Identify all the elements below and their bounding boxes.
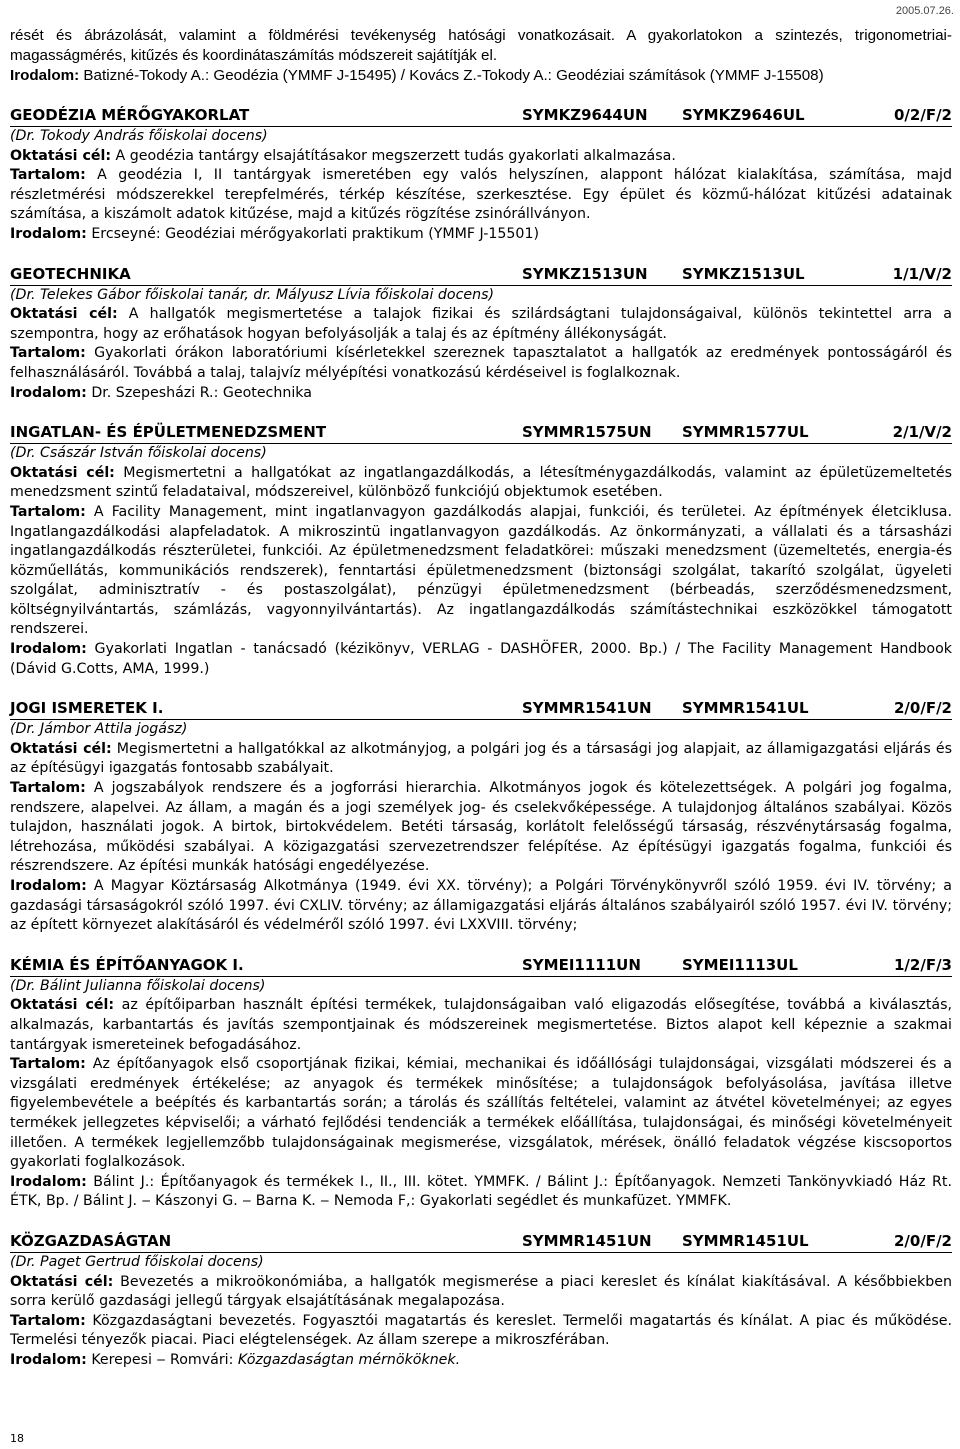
course-credits: 1/2/F/3 [894, 955, 952, 974]
course-content [10, 503, 952, 640]
course-code-lecture: SYMKZ1513UN [522, 264, 648, 283]
goal-text: Megismertetni a hallgatókkal az alkotmányjog, a polgári jog és a társasági jog alapjait, az államigazgatási eljárás és az építésügyi igazgatás fontosabb szabályait. [10, 740, 952, 777]
literature-label: Irodalom: [10, 1351, 87, 1368]
course-goal [10, 1273, 952, 1312]
course-lecturer: (Dr. Császár István főiskolai docens) [10, 445, 267, 462]
content-label: Tartalom: [10, 167, 86, 184]
course-header [10, 104, 952, 127]
course-goal [10, 996, 952, 1055]
content-label: Tartalom: [10, 345, 86, 362]
content-label: Tartalom: [10, 1312, 86, 1329]
intro-literature-label: Irodalom: [10, 67, 80, 84]
intro-literature-text: Batizné-Tokody A.: Geodézia (YMMF J-15495) / Kovács Z.-Tokody A.: Geodéziai számítások (YMMF J-15508) [79, 67, 824, 84]
course-header [10, 421, 952, 444]
course-code-practice: SYMMR1451UL [682, 1231, 809, 1250]
goal-text: A hallgatók megismertetése a talajok fizikai és szilárdságtani tulajdonságaival, különös tekintettel arra a szempontra, hogy az erőhatások hogyan befolyásolják a talaj és az építmény állékonyságát. [10, 306, 952, 342]
goal-label: Oktatási cél: [10, 306, 118, 323]
course-jogi-ismeretek [10, 697, 952, 936]
course-credits: 0/2/F/2 [894, 106, 952, 124]
course-literature [10, 877, 952, 936]
course-goal [10, 740, 952, 779]
goal-label: Oktatási cél: [10, 740, 112, 757]
literature-label: Irodalom: [10, 225, 87, 242]
content-text: A jogszabályok rendszere és a jogforrási hierarchia. Alkotmányos jogok és kötelezettségek. A polgári jog fogalma, rendszere, alapelvei. Az állam, a magán és a jogi személyek jog- és cselekvőképessége. A tulajdonjog általános szabályai. Közös tulajdon, használati jogok. A birtok, birtokvédelem. Betéti társaság, korlátolt felelősségű társaság, részvénytársaság fogalma, létrehozása, működési szabályai. A közigazgatási szervezetrendszer felépítése. Az építésügyi igazgatás fogalma, funkciói és részrendszere. Az építési munkák hatósági engedélyezése. [10, 780, 952, 875]
course-code-practice: SYMEI1113UL [682, 955, 798, 974]
course-lecturer: (Dr. Jámbor Attila jogász) [10, 721, 188, 738]
document-body [10, 26, 952, 1370]
content-text: Az építőanyagok első csoportjának fizikai, kémiai, mechanikai és időállósági tulajdonságai, vizsgálati módszerei és a vizsgálati eredmények értékelése; az anyagok és termékek minősítése; a tulajdonságok befolyásolása, javítása illetve figyelembevétele a beépítés és karbantartás során; a tárolás és szállítás feltételei, valamint az átvétel követelményei; az egyes termékek jellegzetes képviselői; a várható fejlődési tendenciák a termékek előállítása, tulajdonságai, és minőségi követelményeit illetően. A termékek legjellemzőbb tulajdonságainak megismerése, vizsgálatok, mérések, önálló feladatok végzése kiscsoportos gyakorlati foglalkozások. [10, 1056, 952, 1171]
goal-text: az építőiparban használt építési termékek, tulajdonságaiban való eligazodás elősegítése, továbbá a kiválasztás, alkalmazás, karbantartás és javítás szempontjainak és módszereinek megismertetése. Biztos alapot kell képeznie a szakmai tantárgyak ismereteinek befogadásához. [10, 997, 952, 1053]
course-literature [10, 640, 952, 679]
course-code-practice: SYMKZ1513UL [682, 264, 805, 283]
course-geotechnika [10, 263, 952, 404]
course-code-practice: SYMMR1577UL [682, 423, 809, 442]
literature-text: Kerepesi ‒ Romvári: [86, 1351, 238, 1368]
content-text: A Facility Management, mint ingatlanvagyon gazdálkodás alapjai, funkciói, és területei. Az építmények életciklusa. Ingatlangazdálkodási alapfeladatok. A mikroszintü ingatlanvagyon gazdálkodás. Az önkormányzati, a vállalati és a társasházi ingatlangazdálkodás részterületei, funkciói. Az épületmenedzsment feladatkörei: műszaki menedzsment (üzemeltetés, energia-és közműellátás, kommunikációs rendszerek), fenntartási épületmenedzsment (biztonsági szolgálat, takarító szolgálat, ügyeleti szolgálat, adminisztratív - és postaszolgálat), pénzügyi épületmenedzsment (bérbeadás, szerződésmenedzsment, költségnyilvántartás, számlázás, vagyonnyilvántartás). Az ingatlangazdálkodás számítástechnikai eszközökkel támogatott rendszerei. [10, 503, 952, 638]
literature-text: Ercseyné: Geodéziai mérőgyakorlati praktikum (YMMF J-15501) [86, 225, 540, 242]
course-header [10, 954, 952, 977]
course-goal [10, 147, 952, 167]
course-code-lecture: SYMMR1575UN [522, 423, 652, 442]
goal-label: Oktatási cél: [10, 147, 112, 164]
course-content [10, 344, 952, 383]
content-text: A geodézia I, II tantárgyak ismeretében egy valós helyszínen, alappont hálózat kialakítása, számítása, majd részletmérési módszerekkel terepfelmérés, térkép készítése, szerkesztése. Egy épület és közmű-hálózat kitűzési adatainak számítása, a kiszámolt adatok kitűzése, majd a kitűzés rögzítése zsinórállványon. [10, 167, 952, 223]
literature-label: Irodalom: [10, 384, 87, 401]
literature-label: Irodalom: [10, 1173, 87, 1190]
course-content [10, 1055, 952, 1173]
literature-text: Gyakorlati Ingatlan - tanácsadó (kézikönyv, VERLAG - DASHÖFER, 2000. Bp.) / The Facility Management Handbook (Dávid G.Cotts, AMA, 1999.) [10, 641, 952, 677]
course-literature [10, 225, 952, 245]
course-title: KÖZGAZDASÁGTAN [10, 1231, 172, 1250]
goal-label: Oktatási cél: [10, 464, 115, 481]
goal-label: Oktatási cél: [10, 1273, 114, 1290]
literature-text: A Magyar Köztársaság Alkotmánya (1949. évi XX. törvény); a Polgári Törvénykönyvről szóló 1959. évi IV. törvény; a gazdasági társaságokról szóló 1997. évi CXLIV. törvény; az államigazgatási eljárás általános szabályairól szóló 1957. évi IV. törvény; az épített környezet alakításáról és védelméről szóló 1997. évi LXXVIII. törvény; [10, 878, 952, 934]
course-title: GEODÉZIA MÉRŐGYAKORLAT [10, 106, 250, 124]
goal-text: Megismertetni a hallgatókat az ingatlangazdálkodás, a létesítménygazdálkodás, valamint az épületüzemeltetés menedzsment szintű feladataival, módszereivel, különböző funkciójú objektumok esetében. [10, 464, 952, 501]
intro-section [10, 26, 952, 86]
course-literature [10, 384, 952, 404]
course-credits: 2/0/F/2 [894, 699, 952, 718]
literature-text: Dr. Szepesházi R.: Geotechnika [86, 384, 312, 401]
course-literature [10, 1173, 952, 1212]
course-credits: 2/1/V/2 [892, 423, 952, 442]
course-lecturer: (Dr. Tokody András főiskolai docens) [10, 128, 268, 144]
literature-text: Bálint J.: Építőanyagok és termékek I., II., III. kötet. YMMFK. / Bálint J.: Építőanyagok. Nemzeti Tankönyvkiadó Ház Rt. ÉTK, Bp. / Bálint J. ‒ Kászonyi G. ‒ Barna K. ‒ Nemoda F,: Gyakorlati segédlet és munkafüzet. YMMFK. [10, 1173, 952, 1210]
course-code-practice: SYMKZ9646UL [682, 106, 805, 124]
course-ingatlan-epuletmenedzsment [10, 421, 952, 679]
goal-text: Bevezetés a mikroökonómiába, a hallgatók megismerése a piaci kereslet és kínálat kiakításával. A későbbiekben sorra kerülő gazdasági jellegű tárgyak elsajátításának megalapozása. [10, 1273, 952, 1310]
course-title: KÉMIA ÉS ÉPÍTŐANYAGOK I. [10, 955, 244, 974]
course-lecturer: (Dr. Paget Gertrud főiskolai docens) [10, 1253, 264, 1270]
course-lecturer: (Dr. Bálint Julianna főiskolai docens) [10, 977, 266, 994]
goal-text: A geodézia tantárgy elsajátításakor megszerzett tudás gyakorlati alkalmazása. [111, 147, 676, 164]
course-header [10, 1230, 952, 1253]
course-kemia-epitoanyagok [10, 954, 952, 1212]
course-credits: 1/1/V/2 [892, 264, 952, 283]
course-credits: 2/0/F/2 [894, 1231, 952, 1250]
course-code-practice: SYMMR1541UL [682, 699, 809, 718]
course-content [10, 1312, 952, 1351]
goal-label: Oktatási cél: [10, 997, 115, 1014]
course-title: INGATLAN- ÉS ÉPÜLETMENEDZSMENT [10, 423, 327, 442]
course-header [10, 697, 952, 720]
course-title: GEOTECHNIKA [10, 264, 131, 283]
course-code-lecture: SYMMR1451UN [522, 1231, 652, 1250]
content-label: Tartalom: [10, 503, 86, 520]
course-code-lecture: SYMMR1541UN [522, 699, 652, 718]
page-date: 2005.07.26. [895, 5, 954, 17]
literature-book-title: Közgazdaságtan mérnököknek. [237, 1351, 461, 1368]
content-text: Közgazdaságtani bevezetés. Fogyasztói magatartás és kereslet. Termelői magatartás és kínálat. A piac és működése. Termelési tényezők piacai. Piaci elégtelenségek. Az állam szerepe a mikroszférában. [10, 1312, 952, 1349]
course-goal [10, 305, 952, 344]
page-number: 18 [10, 1432, 24, 1445]
course-code-lecture: SYMEI1111UN [522, 955, 641, 974]
content-label: Tartalom: [10, 1056, 86, 1073]
content-label: Tartalom: [10, 780, 86, 797]
literature-label: Irodalom: [10, 878, 87, 894]
course-literature [10, 1351, 952, 1371]
course-lecturer: (Dr. Telekes Gábor főiskolai tanár, dr. Mályusz Lívia főiskolai docens) [10, 286, 495, 303]
course-title: JOGI ISMERETEK I. [10, 699, 164, 718]
course-content [10, 779, 952, 877]
course-goal [10, 464, 952, 503]
intro-literature [10, 66, 952, 86]
literature-label: Irodalom: [10, 641, 87, 658]
intro-text: rését és ábrázolását, valamint a földmérési tevékenység hatósági vonatkozásait. A gyakorlatokon a szintezés, trigonometriai-magasságmérés, kitűzés és koordinátaszámítás módszereit sajátítják el. [10, 27, 952, 64]
course-content [10, 166, 952, 225]
content-text: Gyakorlati órákon laboratóriumi kísérletekkel szereznek tapasztalatot a hallgatók az eredmények pontosságáról és felhasználásáról. Továbbá a talaj, talajvíz mélyépítési vonatkozású kérdéseivel is foglalkoznak. [10, 345, 952, 381]
course-code-lecture: SYMKZ9644UN [522, 106, 648, 124]
course-header [10, 263, 952, 286]
course-geodezia-merogyakorlat [10, 104, 952, 245]
course-kozgazdasagtan [10, 1230, 952, 1371]
